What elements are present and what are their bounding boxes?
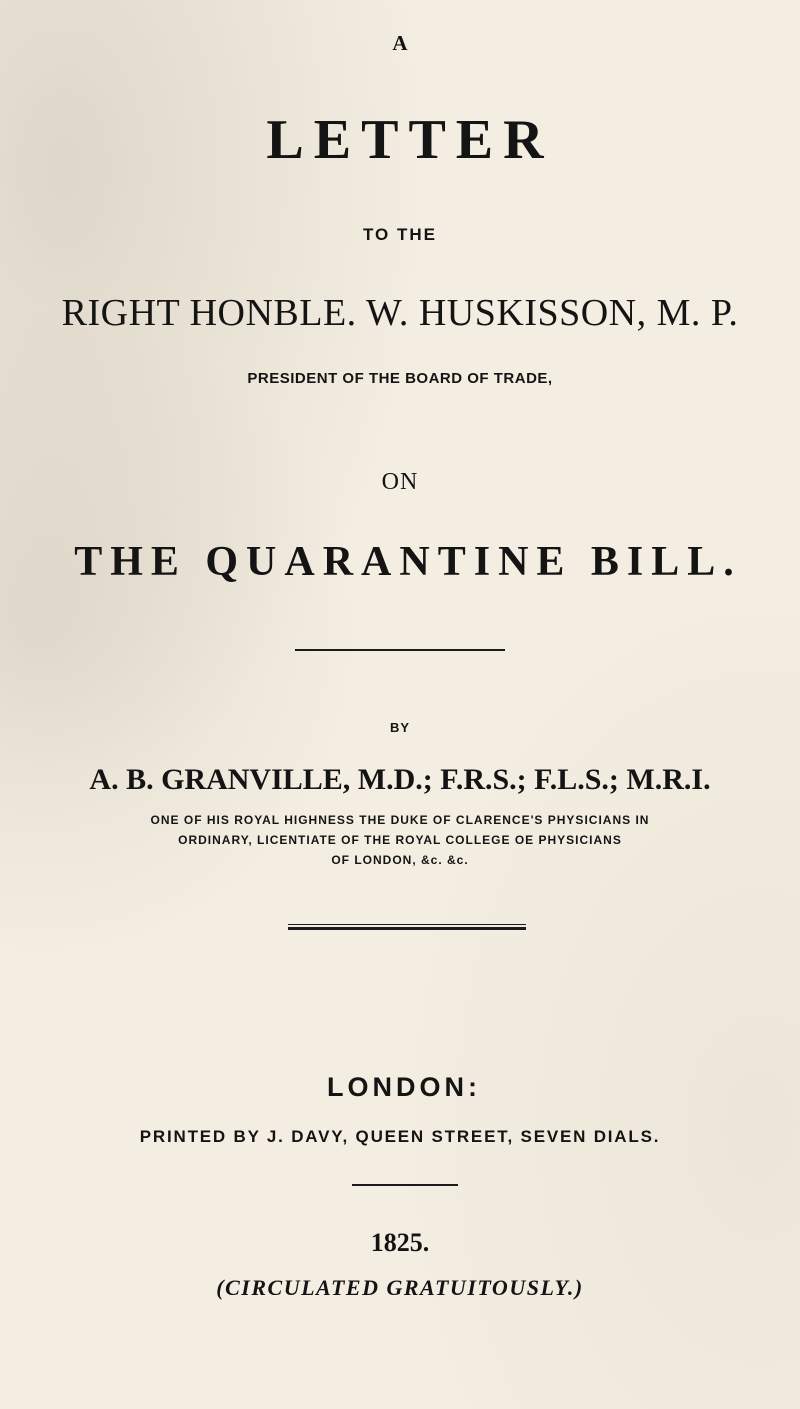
short-rule	[352, 1184, 458, 1186]
by-line: BY	[389, 720, 411, 735]
addressee-office: PRESIDENT OF THE BOARD OF TRADE,	[247, 370, 553, 387]
author-credentials-line: ORDINARY, LICENTIATE OF THE ROYAL COLLEGE OE PHYSICIANS	[178, 833, 622, 847]
author-credentials-line: ONE OF HIS ROYAL HIGHNESS THE DUKE OF CLARENCE'S PHYSICIANS IN	[150, 813, 650, 827]
double-rule-top	[288, 924, 526, 925]
double-rule-bottom	[288, 927, 526, 930]
author-credentials-line: OF LONDON, &c. &c.	[331, 853, 469, 867]
circulation-note: (CIRCULATED GRATUITOUSLY.)	[216, 1275, 584, 1300]
addressee: RIGHT HONBLE. W. HUSKISSON, M. P.	[61, 292, 739, 334]
to-the-line: TO THE	[362, 225, 438, 244]
on-line: ON	[381, 469, 419, 495]
imprint-place: LONDON:	[327, 1072, 481, 1102]
author-name: A. B. GRANVILLE, M.D.; F.R.S.; F.L.S.; M.R.I.	[89, 763, 711, 796]
title-main: LETTER	[266, 109, 554, 171]
title-article: A	[392, 31, 408, 55]
imprint-year: 1825.	[370, 1228, 430, 1257]
subject-title: THE QUARANTINE BILL.	[74, 539, 742, 585]
divider-rule	[295, 649, 505, 651]
imprint-printer: PRINTED BY J. DAVY, QUEEN STREET, SEVEN DIALS.	[139, 1127, 661, 1146]
